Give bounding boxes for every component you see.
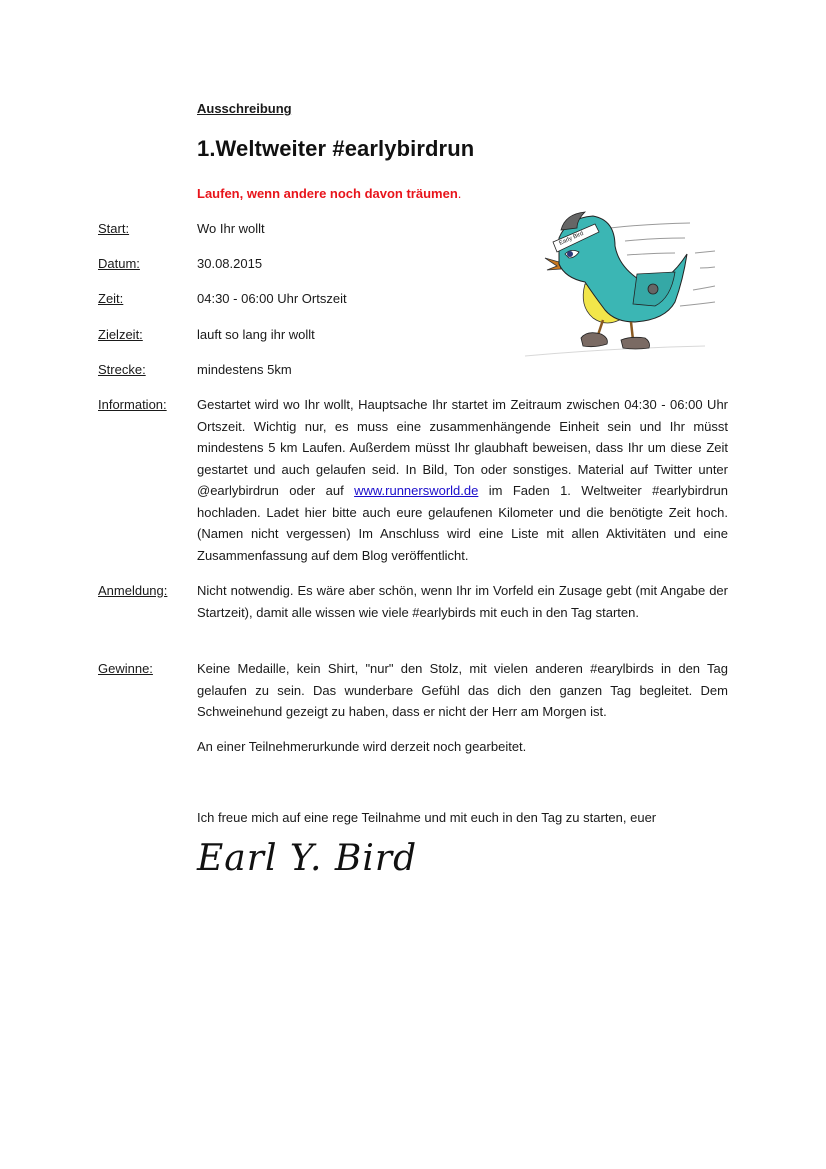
value-datum: 30.08.2015 — [197, 256, 263, 271]
information-text-part1: Gestartet wird wo Ihr wollt, Hauptsache Ihr startet im Zeitraum zwischen 04:30 - 06:00 Uhr Ortszeit. Wichtig nur, es muss eine zusammenhängende Einheit sein und Ihr müsst mindestens 5 km Laufen. Außerdem müsst Ihr glaubhaft beweisen, dass Ihr um diese Zeit gestartet und auch gelaufen seid. In Bild, Ton oder sonstiges. Material auf Twitter unter @earlybirdrun oder auf — [197, 397, 728, 498]
value-zeit: 04:30 - 06:00 Uhr Ortszeit — [197, 291, 347, 306]
label-zielzeit: Zielzeit: — [98, 327, 143, 342]
label-start: Start: — [98, 221, 130, 236]
anmeldung-text: Nicht notwendig. Es wäre aber schön, wenn Ihr im Vorfeld ein Zusage gebt (mit Angabe der Startzeit), damit alle wissen wie viele #earlybirds mit euch in den Tag starten. — [197, 583, 728, 620]
information-text — [197, 394, 728, 566]
label-strecke: Strecke: — [98, 362, 146, 377]
value-zielzeit: lauft so lang ihr wollt — [197, 327, 315, 342]
document-title: 1.Weltweiter #earlybirdrun — [197, 136, 475, 161]
label-anmeldung: Anmeldung: — [98, 583, 168, 598]
value-start: Wo Ihr wollt — [197, 221, 265, 236]
document-tagline — [197, 186, 461, 201]
label-gewinne: Gewinne: — [98, 661, 153, 676]
tagline-period: . — [457, 186, 462, 201]
gewinne-note: An einer Teilnehmerurkunde wird derzeit noch gearbeitet. — [197, 739, 527, 754]
bird-drawing-icon — [515, 198, 715, 363]
label-information: Information: — [98, 397, 167, 412]
label-zeit: Zeit: — [98, 291, 124, 306]
signature: Earl Y. Bird — [197, 838, 418, 879]
value-strecke: mindestens 5km — [197, 362, 292, 377]
information-text-part2: im Faden 1. Weltweiter #earlybirdrun hochladen. Ladet hier bitte auch eure gelaufenen Kilometer und die benötigte Zeit hoch. (Namen nicht vergessen) Im Anschluss wird eine Liste mit allen Aktivitäten und eine Zusammenfassung auf dem Blog veröffentlicht. — [197, 483, 728, 563]
runnersworld-link[interactable]: www.runnersworld.de — [354, 483, 479, 498]
closing-text: Ich freue mich auf eine rege Teilnahme und mit euch in den Tag zu starten, euer — [197, 810, 657, 825]
gewinne-text: Keine Medaille, kein Shirt, "nur" den Stolz, mit vielen anderen #earylbirds in den Tag gelaufen zu sein. Das wunderbare Gefühl das dich den ganzen Tag begleitet. Dem Schweinehund gezeigt zu haben, dass er nicht der Herr am Morgen ist. — [197, 661, 728, 719]
svg-text:Early Bird: Early Bird — [558, 230, 585, 247]
tagline-text: Laufen, wenn andere noch davon träumen — [197, 186, 458, 201]
label-datum: Datum: — [98, 256, 140, 271]
early-bird-illustration — [515, 198, 715, 363]
document-kicker: Ausschreibung — [197, 101, 292, 116]
